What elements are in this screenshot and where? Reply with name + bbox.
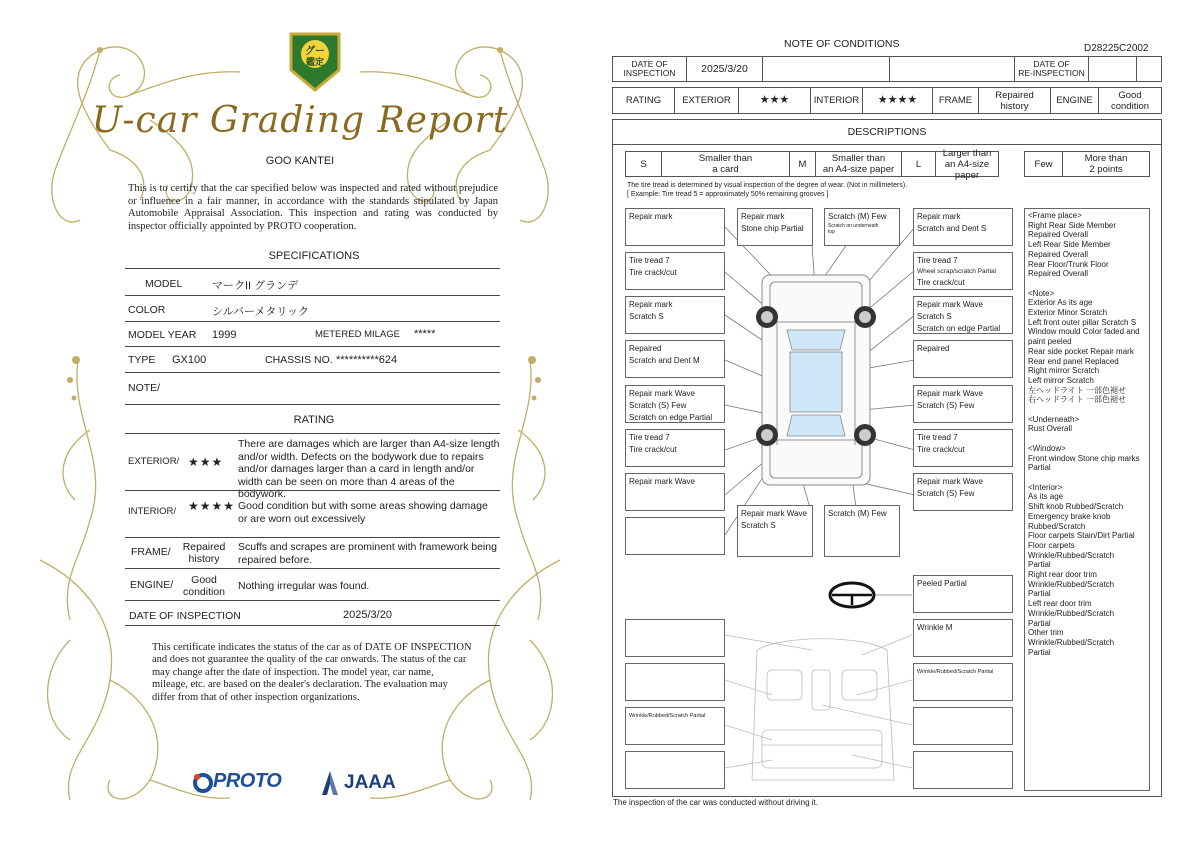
model-year-value: 1999 bbox=[212, 329, 237, 341]
damage-box-right-6: Tire tread 7 Tire crack/cut bbox=[913, 429, 1013, 467]
frame-description: Scuffs and scrapes are prominent with framework being repaired before. bbox=[238, 541, 497, 566]
report-id: D28225C2002 bbox=[1084, 43, 1149, 54]
damage-box-left-1: Repair mark bbox=[625, 208, 725, 246]
interior-box-left-3: Wrinkle/Rubbed/Scratch Partial bbox=[625, 707, 725, 745]
note-line: Left rear door trim bbox=[1028, 599, 1092, 609]
damage-box-bottom-2: Scratch (M) Few bbox=[824, 505, 900, 557]
proto-brand: PROTO bbox=[213, 770, 282, 792]
type-value: GX100 bbox=[172, 354, 207, 366]
report-title: U-car Grading Report bbox=[91, 100, 509, 141]
interior-box-right-1: Peeled Partial bbox=[913, 575, 1013, 613]
interior-description: Good condition but with some areas showing damage or are worn out excessively bbox=[238, 500, 488, 525]
damage-box-left-4: Repaired Scratch and Dent M bbox=[625, 340, 725, 378]
note-line: Right mirror Scratch bbox=[1028, 366, 1100, 376]
damage-box-left-7: Repair mark Wave bbox=[625, 473, 725, 511]
interior-stars: ★★★★ bbox=[188, 499, 236, 513]
note-line: Front window Stone chip marks bbox=[1028, 453, 1140, 463]
damage-box-left-2: Tire tread 7 Tire crack/cut bbox=[625, 252, 725, 290]
logo-text-bottom: 鑑定 bbox=[305, 57, 324, 67]
frame-value: Repaired history bbox=[182, 541, 226, 565]
note-line: Exterior Minor Scratch bbox=[1028, 308, 1108, 318]
steering-wheel-icon bbox=[830, 583, 874, 607]
noc-title: NOTE OF CONDITIONS bbox=[784, 38, 900, 50]
rating-heading: RATING bbox=[293, 414, 335, 426]
damage-box-left-6: Tire tread 7 Tire crack/cut bbox=[625, 429, 725, 467]
damage-box-right-7: Repair mark Wave Scratch (S) Few bbox=[913, 473, 1013, 511]
noc-interior-stars: ★★★★ bbox=[863, 88, 933, 113]
note-line bbox=[1028, 279, 1146, 289]
damage-box-right-4: Repaired bbox=[913, 340, 1013, 378]
car-interior-diagram bbox=[725, 635, 912, 780]
note-label: NOTE/ bbox=[128, 382, 161, 394]
damage-box-left-5: Repair mark Wave Scratch (S) Few Scratch on edge Partial bbox=[625, 385, 725, 423]
damage-box-right-1: Repair mark Scratch and Dent S bbox=[913, 208, 1013, 246]
damage-box-right-3: Repair mark Wave Scratch S Scratch on edge Partial bbox=[913, 296, 1013, 334]
size-legend: S Smaller than a card M Smaller than an A4-size paper L Larger than an A4-size paper bbox=[625, 151, 999, 177]
mileage-label: METERED MILAGE bbox=[315, 329, 400, 340]
note-line: Partial bbox=[1028, 618, 1051, 628]
exterior-stars: ★★★ bbox=[188, 455, 224, 469]
damage-box-bottom-1: Repair mark Wave Scratch S bbox=[737, 505, 813, 557]
note-line: Left front outer pillar Scratch S bbox=[1028, 317, 1137, 327]
conditions-notes bbox=[1024, 208, 1150, 791]
chassis-label: CHASSIS NO. bbox=[265, 354, 333, 366]
jaaa-logo-icon bbox=[318, 770, 342, 796]
note-line: Repaired Overall bbox=[1028, 269, 1089, 279]
model-year-label: MODEL YEAR bbox=[128, 329, 197, 341]
note-line: Partial bbox=[1028, 589, 1051, 599]
note-line: Rear end panel Replaced bbox=[1028, 356, 1119, 366]
note-line: Partial bbox=[1028, 560, 1051, 570]
date-of-inspection-label: DATE OF INSPECTION bbox=[129, 610, 241, 622]
date-row: DATE OF INSPECTION 2025/3/20 DATE OF RE-INSPECTION bbox=[612, 56, 1162, 82]
interior-box-right-4 bbox=[913, 707, 1013, 745]
note-line bbox=[1028, 434, 1146, 444]
damage-box-top-1: Repair mark Stone chip Partial bbox=[737, 208, 813, 246]
damage-box-top-2: Scratch (M) Few Scratch on underneath top bbox=[824, 208, 900, 246]
type-label: TYPE bbox=[128, 354, 156, 366]
tread-note: The tire tread is determined by visual inspection of the degree of wear. (Not in millimeters). [ Example: Tire tread 5 = approximately 50% remaining grooves ] bbox=[627, 182, 908, 198]
rating-row: RATING EXTERIOR ★★★ INTERIOR ★★★★ FRAME Repaired history ENGINE Good condition bbox=[612, 87, 1162, 114]
interior-box-left-1 bbox=[625, 619, 725, 657]
note-line: Rust Overall bbox=[1028, 424, 1073, 434]
note-line: Emergency brake knob bbox=[1028, 511, 1111, 521]
damage-box-right-2: Tire tread 7 Wheel scrap/scratch Partial Tire crack/cut bbox=[913, 252, 1013, 290]
note-line: Wrinkle/Rubbed/Scratch bbox=[1028, 579, 1115, 589]
date-of-inspection-value: 2025/3/20 bbox=[343, 609, 392, 621]
note-line: Left mirror Scratch bbox=[1028, 375, 1094, 385]
note-line: 左ヘッドライト 一部色褪せ bbox=[1028, 385, 1126, 395]
jaaa-brand: JAAA bbox=[344, 772, 396, 793]
note-line bbox=[1028, 473, 1146, 483]
descriptions-heading: DESCRIPTIONS bbox=[612, 119, 1162, 145]
certification-statement: This is to certify that the car specified below was inspected and rated without prejudice or influence in a fair manner, in accordance with the standards stipulated by Japan Automobile Appraisal Association. This inspection and rating was conducted by inspector officially appointed by PROTO cooperation. bbox=[128, 183, 498, 232]
quantity-legend: Few More than 2 points bbox=[1024, 151, 1150, 177]
mileage-value: ***** bbox=[414, 328, 436, 340]
damage-box-left-3: Repair mark Scratch S bbox=[625, 296, 725, 334]
interior-box-left-2 bbox=[625, 663, 725, 701]
note-line: <Window> bbox=[1028, 443, 1066, 453]
frame-label: FRAME/ bbox=[131, 546, 171, 558]
noc-exterior-stars: ★★★ bbox=[739, 88, 811, 113]
noc-engine-value: Good condition bbox=[1110, 89, 1150, 112]
engine-description: Nothing irregular was found. bbox=[238, 580, 370, 592]
inspection-footnote: The inspection of the car was conducted without driving it. bbox=[613, 798, 818, 807]
note-line: 右ヘッドライト 一部色褪せ bbox=[1028, 395, 1126, 405]
note-line: <Underneath> bbox=[1028, 414, 1080, 424]
color-label: COLOR bbox=[128, 304, 166, 316]
note-line: <Interior> bbox=[1028, 482, 1063, 492]
interior-box-left-4 bbox=[625, 751, 725, 789]
interior-box-right-3: Wrinkle/Rubbed/Scratch Partial bbox=[913, 663, 1013, 701]
note-line: paint peeled bbox=[1028, 337, 1072, 347]
note-line: Repaired Overall bbox=[1028, 249, 1089, 259]
note-line: Floor carpets bbox=[1028, 540, 1075, 550]
note-line: <Note> bbox=[1028, 288, 1055, 298]
note-line: Floor carpets Stain/Dirt Partial bbox=[1028, 531, 1135, 541]
note-line: Repaired Overall bbox=[1028, 230, 1089, 240]
report-subtitle: GOO KANTEI bbox=[265, 155, 335, 167]
specifications-heading: SPECIFICATIONS bbox=[268, 250, 360, 262]
proto-logo-icon bbox=[193, 772, 213, 794]
note-line: Window mould Color faded and bbox=[1028, 327, 1140, 337]
damage-box-right-5: Repair mark Wave Scratch (S) Few bbox=[913, 385, 1013, 423]
note-line: <Frame place> bbox=[1028, 211, 1082, 220]
note-line: Wrinkle/Rubbed/Scratch bbox=[1028, 608, 1115, 618]
engine-value: Good condition bbox=[182, 574, 226, 598]
interior-box-right-5 bbox=[913, 751, 1013, 789]
exterior-label: EXTERIOR/ bbox=[128, 456, 180, 467]
model-value: マークII グランデ bbox=[212, 280, 299, 292]
interior-box-right-2: Wrinkle M bbox=[913, 619, 1013, 657]
note-line: Exterior As its age bbox=[1028, 298, 1093, 308]
note-line: Rear side pocket Repair mark bbox=[1028, 346, 1134, 356]
color-value: シルバーメタリック bbox=[212, 306, 309, 318]
note-line: Other trim bbox=[1028, 628, 1064, 638]
note-line: Partial bbox=[1028, 647, 1051, 657]
note-line: Partial bbox=[1028, 463, 1051, 473]
logo-text-top: グー bbox=[305, 46, 325, 57]
note-line: Rear Floor/Trunk Floor bbox=[1028, 259, 1109, 269]
note-line: Wrinkle/Rubbed/Scratch bbox=[1028, 550, 1115, 560]
note-line: Shift knob Rubbed/Scratch bbox=[1028, 502, 1124, 512]
exterior-description: There are damages which are larger than A4-size length and/or width. Defects on the bodywork due to repairs and/or damages larger than a card in length and/or width can be seen on more than 4 areas of the bodywork. bbox=[238, 438, 500, 500]
note-line: Rubbed/Scratch bbox=[1028, 521, 1086, 531]
certificate-disclaimer: This certificate indicates the status of the car as of DATE OF INSPECTION and does not guarantee the quality of the car onwards. The status of the car may change after the date of inspection. The model year, car name, mileage, etc. are based on the dealer's declaration. The evaluation may differ from that of other inspection organizations. bbox=[152, 642, 472, 703]
engine-label: ENGINE/ bbox=[130, 579, 174, 591]
note-line: Wrinkle/Rubbed/Scratch bbox=[1028, 637, 1115, 647]
note-line: Right Rear Side Member bbox=[1028, 220, 1117, 230]
inspection-date: 2025/3/20 bbox=[687, 57, 763, 81]
noc-frame-value: Repaired history bbox=[979, 88, 1051, 113]
note-line: As its age bbox=[1028, 492, 1064, 502]
note-line bbox=[1028, 405, 1146, 415]
note-line: Right rear door trim bbox=[1028, 570, 1097, 580]
model-label: MODEL bbox=[145, 278, 183, 290]
note-line: Left Rear Side Member bbox=[1028, 240, 1111, 250]
damage-box-left-8 bbox=[625, 517, 725, 555]
interior-label: INTERIOR/ bbox=[128, 506, 177, 517]
chassis-value: **********624 bbox=[336, 354, 398, 366]
